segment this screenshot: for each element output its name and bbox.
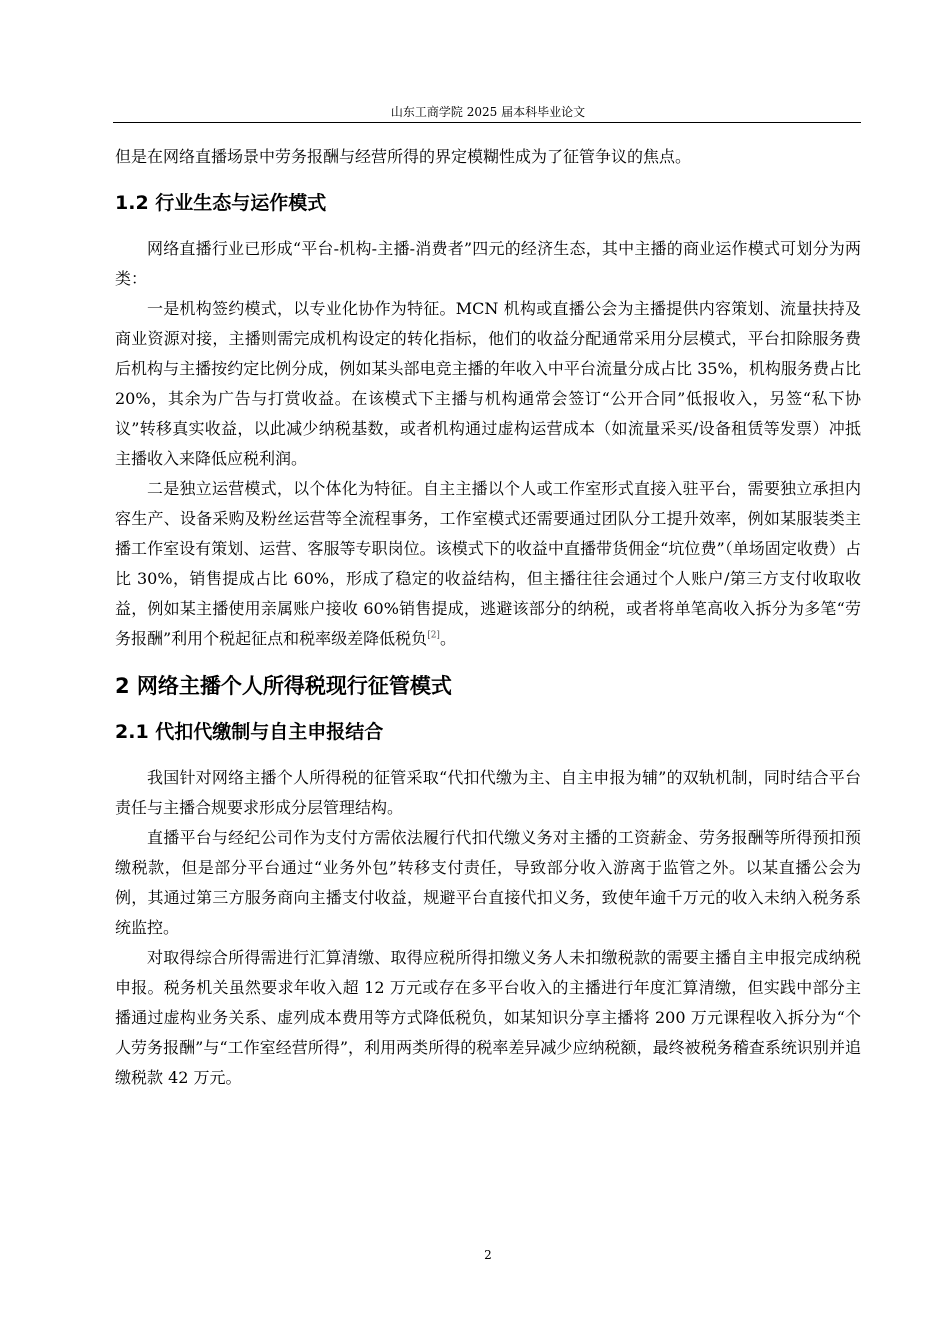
running-header: 山东工商学院 2025 届本科毕业论文 bbox=[390, 105, 586, 119]
paragraph-dual-mechanism: 我国针对网络主播个人所得税的征管采取“代扣代缴为主、自主申报为辅”的双轨机制，同时结合平台责任与主播合规要求形成分层管理结构。 bbox=[115, 768, 861, 817]
paragraph-independent-model bbox=[115, 474, 861, 654]
header-rule bbox=[113, 122, 861, 123]
paragraph-self-declaration: 对取得综合所得需进行汇算清缴、取得应税所得扣缴义务人未扣缴税款的需要主播自主申报完成纳税申报。税务机关虽然要求年收入超 12 万元或存在多平台收入的主播进行年度汇算清缴，但实践中部分主播通过虚构业务关系、虚列成本费用等方式降低税负，如某知识分享主播将 200 万元课程收入拆分为“个人劳务报酬”与“工作室经营所得”，利用两类所得的税率差异减少应纳税额，最终被税务稽查系统识别并追缴税款 42 万元。 bbox=[115, 948, 861, 1087]
page-body bbox=[115, 142, 861, 1093]
chapter-heading-2: 2 网络主播个人所得税现行征管模式 bbox=[115, 674, 452, 698]
page-number: 2 bbox=[484, 1248, 492, 1262]
section-heading-1-2: 1.2 行业生态与运作模式 bbox=[115, 192, 327, 214]
paragraph-withholding: 直播平台与经纪公司作为支付方需依法履行代扣代缴义务对主播的工资薪金、劳务报酬等所得预扣预缴税款，但是部分平台通过“业务外包”转移支付责任，导致部分收入游离于监管之外。以某直播公会为例，其通过第三方服务商向主播支付收益，规避平台直接代扣义务，致使年逾千万元的收入未纳入税务系统监控。 bbox=[115, 828, 861, 937]
paragraph-continuation: 但是在网络直播场景中劳务报酬与经营所得的界定模糊性成为了征管争议的焦点。 bbox=[115, 147, 692, 166]
paragraph-independent-text: 二是独立运营模式，以个体化为特征。自主主播以个人或工作室形式直接入驻平台，需要独立承担内容生产、设备采购及粉丝运营等全流程事务，工作室模式还需要通过团队分工提升效率，例如某服装类主播工作室设有策划、运营、客服等专职岗位。该模式下的收益中直播带货佣金“坑位费”（单场固定收费）占比 30%，销售提成占比 60%，形成了稳定的收益结构，但主播往往会通过个人账户/第三方支付收取收益，例如某主播使用亲属账户接收 60%销售提成，逃避该部分的纳税，或者将单笔高收入拆分为多笔“劳务报酬”利用个税起征点和税率级差降低税负 bbox=[115, 479, 861, 648]
paragraph-ecosystem: 网络直播行业已形成“平台-机构-主播-消费者”四元的经济生态，其中主播的商业运作模式可划分为两类： bbox=[115, 239, 861, 288]
citation-ref[interactable]: [2] bbox=[427, 630, 440, 641]
section-heading-2-1: 2.1 代扣代缴制与自主申报结合 bbox=[115, 721, 384, 743]
paragraph-end-mark: 。 bbox=[439, 629, 456, 648]
paragraph-agency-model: 一是机构签约模式，以专业化协作为特征。MCN 机构或直播公会为主播提供内容策划、流量扶持及商业资源对接，主播则需完成机构设定的转化指标，他们的收益分配通常采用分层模式，平台扣除服务费后机构与主播按约定比例分成，例如某头部电竞主播的年收入中平台流量分成占比 35%，机构服务费占比 20%，其余为广告与打赏收益。在该模式下主播与机构通常会签订“公开合同”低报收入，另签“私下协议”转移真实收益，以此减少纳税基数，或者机构通过虚构运营成本（如流量采买/设备租赁等发票）冲抵主播收入来降低应税利润。 bbox=[115, 299, 861, 468]
